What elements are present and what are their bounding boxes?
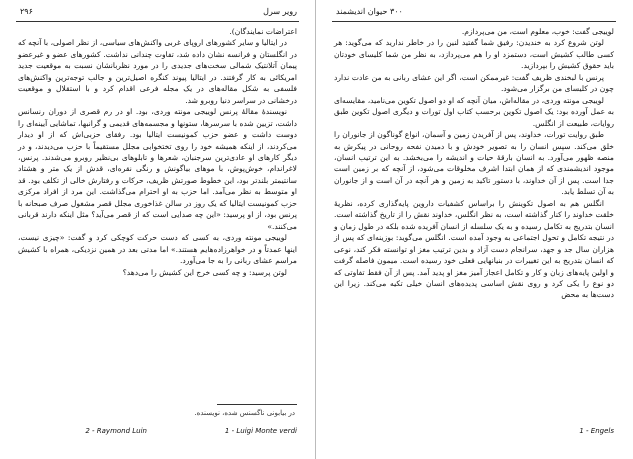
right-footer-notes	[334, 427, 614, 437]
footer-note: 1 - Luigi Monte verdi	[224, 427, 297, 435]
right-running-title: حیوان اندیشمند	[336, 7, 388, 16]
paragraph: لوتن شروع کرد به خندیدن: رفیق شما گفتید لنین را در خاطر ندارید که می‌گوید: هر کسی طالب کشیش است، دستمزد او را هم می‌پردازد، به نظر من شما کلیسای خودتان باید حقوق کشیش را بپردازید.	[334, 38, 614, 71]
right-body-text	[334, 26, 614, 301]
paragraph: لوییجی مونته وردی، در مقاله‌اش، میان آنچه که او دو اصول تکوین می‌نامید، مقایسه‌ای به عمل آورده بود: یک اصول تکوین برحسب کتاب اول تورات و دیگری اصول تکوین طبق روایات، طبیعت از انگلس.	[334, 95, 614, 128]
right-page-number: ۳۰۰	[389, 7, 403, 16]
paragraph: اعتراضات نمایندگان).	[229, 27, 297, 36]
left-header-rule	[16, 21, 299, 22]
left-header	[20, 5, 297, 19]
right-header	[336, 5, 614, 19]
paragraph: طبق روایت تورات، خداوند، پس از آفریدن زمین و آسمان، انواع گوناگون از جانوران را خلق می‌کند. سپس انسان را به تصویر خودش و با دمیدن نفحه روحانی در پیکرش به منصه ظهور می‌آورد. به انسان بارقهٔ حیات و اندیشه را می‌بخشد. به این ترتیب انسان، موجود اندیشمندی که از همان ابتدا اشرف مخلوقات می‌شود، از آنچه که بر زمین است جدا است. پس از آن خداوند، با دستور تاکید به زمین و هر آنچه در آن است و از جانوران به آن تسلط یابد.	[334, 130, 614, 197]
left-page-number: ۲۹۶	[20, 7, 33, 16]
paragraph: لوییجی مونته وردی، به کسی که دست حرکت کوچکی کرد و گفت: «چیزی نیست، اینها عمدتاً و در خواهرزاده‌هایم هستند.» اما مدتی بعد در همین نزدیکی، همراه با کشیش مراسم عشای ربانی را به جا می‌آورد.	[18, 233, 297, 266]
paragraph: لوتن پرسید: و چه کسی خرج این کشیش را می‌دهد؟	[122, 267, 287, 277]
footer-note: 2 - Raymond Luin	[85, 427, 147, 435]
left-footer-notes	[18, 427, 297, 437]
right-running-title-group	[336, 5, 403, 19]
left-running-title: رویر سرل	[263, 7, 297, 16]
paragraph: در ایتالیا و سایر کشورهای اروپای غربی واکنش‌های سیاسی، از نظر اصولی، با آنچه که در انگلستان و فرانسه نشان داده شد، تفاوت چندانی نداشت. کشورهای عضو و غیرعضو پیمان آتلانتیک شمالی سخت‌های جدیدی را در مورد نظربانشان نسبت به موقعیت جدید امریکائی به کار گرفتند. در ایتالیا پیوند کنگره اصیل‌ترین و جالب توجه‌ترین واکنش‌های فلسفی به شکل مقاله‌های در یک مجله فرعی اقدام کرد و با استقلال و موقعیت درخشانی در سراسر دنیا روبرو شد.	[18, 38, 297, 105]
paragraph: انگلس هم به اصول تکوینش را براساس کشفیات داروین پایه‌گذاری کرده، نظریهٔ خلقت خداوند را کنار گذاشته است، به نظر انگلس، خداوند نقش را از تاریخ گذاشته است. انسان بتدریج به تکامل رسیده و به یک سلسله از انسان آفریده شده بلکه در طول زمان و در نتیجه تکامل و تحول اجتماعی به وجود آمده است. انگلس می‌گوید: بوزینه‌ای که پس از هزاران سال جد و جهد، سرانجام دست آزاد و بدین ترتیب مغز او توانسته فکر کند، نوعی که انسان بتدریج به این تغییرات در بنیانهایی فعلی خود رسیده است. میمون فاصله گرفت و اولین پایه‌های زبان و کار و تکامل اعجاز آمیز مغز او پدید آمد. پس از آن فقط تفاوتی که دو نوع را یکی کرد و روی نقش اساسی پدیده‌های انسان خیلی تکیه می‌کند. زیرا این دست‌ها به محض	[334, 198, 614, 300]
left-page	[0, 0, 316, 459]
paragraph: لوییجی گفت: خوب، معلوم است، من می‌پردازم.	[461, 27, 614, 36]
right-header-rule	[332, 21, 616, 22]
left-body-text	[18, 26, 297, 278]
footer-note: 1 - Engels	[579, 427, 614, 435]
footnote-text: در بیابونی ناگسنس شده، نویسنده.	[194, 409, 295, 417]
paragraph: پرنس با لبخندی ظریف گفت: غیرممکن است، اگر این عشای ربانی به من عادت ندارد چون در کلیسای من برگزار می‌شود.	[334, 72, 614, 94]
right-page	[316, 0, 632, 459]
footnote-rule	[217, 404, 297, 405]
paragraph: نویسندهٔ مقالهٔ پرنس لوییجی مونته وردی، بود. او در رم قصری از دوران رنسانس داشت، تزیین شده با سرسرها، ستونها و مجسمه‌های قدیمی و گرانبها، تماشایی آیینه‌ای را دوست داشت و عضو حزب کمونیست ایتالیا بود. رفقای حزبی‌اش که از او دیدار می‌کردند، از اینکه همیشه خود را روی تختخوابی مجلل مستقیماً با حزب می‌دیدند، و در دیگر کارهای او عادی‌ترین سرجنبان، شعرها و تابلوهای بی‌نظیر روبرو می‌شدند. پرنس، لاغراندام، خوش‌پوش، با موهای بیاگونش و رنگی نقره‌ای، قدش از یک متر و هشتاد سانتیمتر بلندتر بود، این خطوط صورتش ظریف، حرکات و رفتارش خالی از تکلف بود. قد او متوسط به نظر می‌آمد. اما حزب به او احترام می‌گذاشت. این مرد از افراد مرکزی حزب کمونیست ایتالیا که یک روز در سالن غذاخوری مجلل قصر مشغول صرف صبحانه با پرنس بود، از او پرسید: «این چه صدایی است که از قصر می‌آید؟ مثل اینکه دارند قربانی می‌کنند.»	[18, 107, 297, 231]
